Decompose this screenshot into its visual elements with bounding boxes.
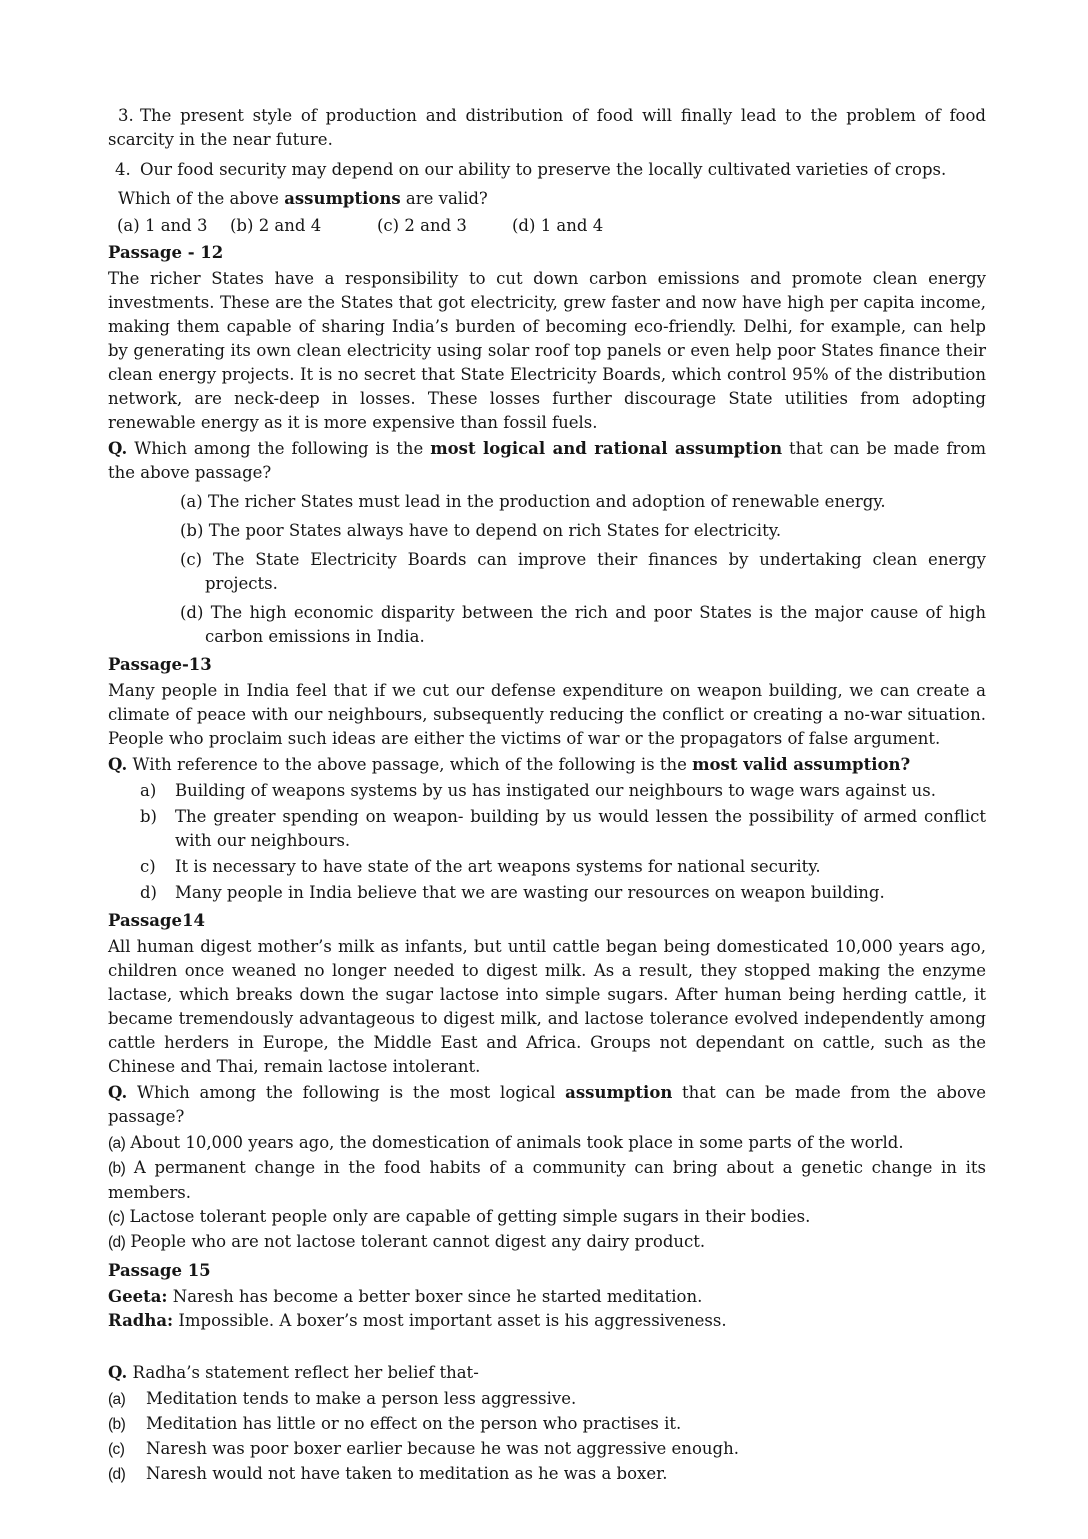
- numbered-item-3: [108, 104, 986, 152]
- question-text: Radha’s statement reflect her belief that-: [127, 1363, 479, 1382]
- option-row: [108, 1437, 986, 1462]
- option-label: (a): [108, 1135, 126, 1152]
- option-row: [108, 519, 986, 543]
- option-label: (b): [108, 1160, 126, 1177]
- dialog-text: Naresh has become a better boxer since he started meditation.: [172, 1287, 703, 1306]
- passage-14-heading: Passage14: [108, 911, 205, 930]
- question-bold-text: most logical and rational assumption: [430, 439, 783, 458]
- option-text: The richer States must lead in the production and adoption of renewable energy.: [207, 492, 886, 511]
- option-row: [108, 1156, 986, 1205]
- passage-13-heading: Passage-13: [108, 655, 212, 674]
- question-text: are valid?: [400, 189, 488, 208]
- option-row: [108, 1462, 986, 1487]
- item-number: 4.: [115, 160, 131, 179]
- choice-text: 1 and 4: [540, 216, 604, 235]
- item-text: Our food security may depend on our ability to preserve the locally cultivated varieties of crops.: [140, 160, 947, 179]
- option-row: [108, 1230, 986, 1255]
- option-row: [108, 490, 986, 514]
- question-marker: Q.: [108, 1083, 128, 1102]
- option-row: [108, 805, 986, 853]
- question-marker: Q.: [108, 439, 128, 458]
- dialog-text: Impossible. A boxer’s most important asset is his aggressiveness.: [178, 1311, 727, 1330]
- option-label: (c): [108, 1209, 125, 1226]
- passage-12-heading: Passage - 12: [108, 243, 224, 262]
- option-text: Naresh was poor boxer earlier because he was not aggressive enough.: [146, 1439, 739, 1458]
- option-label: (c): [108, 1441, 125, 1458]
- choice-text: 2 and 3: [404, 216, 467, 235]
- choice-label: (a): [117, 216, 140, 235]
- option-row: [108, 601, 986, 649]
- option-text: Meditation has little or no effect on the person who practises it.: [146, 1414, 682, 1433]
- item-number: 3.: [118, 106, 134, 125]
- option-row: [108, 881, 986, 905]
- choice-d: [512, 214, 603, 238]
- option-text: The high economic disparity between the rich and poor States is the major cause of high carbon emissions in India.: [205, 603, 986, 646]
- speaker-name: Geeta:: [108, 1287, 168, 1306]
- choice-label: (b): [230, 216, 254, 235]
- question-marker: Q.: [108, 1363, 128, 1382]
- option-label: (a): [108, 1391, 126, 1408]
- option-row: [108, 1205, 986, 1230]
- question-text: Which of the above: [118, 189, 285, 208]
- option-label: d): [140, 883, 157, 902]
- option-text: Building of weapons systems by us has instigated our neighbours to wage wars against us.: [175, 781, 936, 800]
- dialog-line-radha: [108, 1309, 986, 1333]
- question-marker: Q.: [108, 755, 128, 774]
- option-text: The State Electricity Boards can improve their finances by undertaking clean energy projects.: [205, 550, 986, 593]
- option-text: Naresh would not have taken to meditation as he was a boxer.: [146, 1464, 668, 1483]
- question-bold-text: assumption: [565, 1083, 673, 1102]
- question-text: that can be made from the above passage?: [108, 1083, 987, 1126]
- option-text: The greater spending on weapon- building by us would lessen the possibility of armed conflict with our neighbours.: [175, 807, 986, 850]
- option-text: A permanent change in the food habits of a community can bring about a genetic change in its members.: [108, 1158, 986, 1202]
- passage-14-body: All human digest mother’s milk as infants, but until cattle began being domesticated 10,000 years ago, children once weaned no longer needed to digest milk. As a result, they stopped making the enzyme lactase, which breaks down the sugar lactose into simple sugars. After human being herding cattle, it became tremendously advantageous to digest milk, and lactose tolerance evolved independently among cattle herders in Europe, the Middle East and Africa. Groups not dependant on cattle, such as the Chinese and Thai, remain lactose intolerant.: [108, 937, 986, 1076]
- passage-13-question: [108, 753, 986, 777]
- option-label: (c): [180, 550, 203, 569]
- speaker-name: Radha:: [108, 1311, 174, 1330]
- choice-b: [230, 214, 377, 238]
- passage-12-question: [108, 437, 986, 485]
- choice-a: [117, 214, 230, 238]
- option-text: People who are not lactose tolerant cannot digest any dairy product.: [130, 1232, 706, 1251]
- option-text: About 10,000 years ago, the domestication of animals took place in some parts of the world.: [130, 1133, 904, 1152]
- option-label: (d): [108, 1234, 126, 1251]
- choice-text: 1 and 3: [144, 216, 208, 235]
- item-text: The present style of production and distribution of food will finally lead to the problem of food scarcity in the near future.: [108, 106, 986, 149]
- question-bold-text: assumptions: [284, 189, 401, 208]
- intro-question: [108, 187, 986, 211]
- option-row: [108, 1412, 986, 1437]
- question-text: that can be made from the above passage?: [108, 439, 986, 482]
- passage-12-body: The richer States have a responsibility to cut down carbon emissions and promote clean energy investments. These are the States that got electricity, grew faster and now have high per capita income, making them capable of sharing India’s burden of becoming eco-friendly. Delhi, for example, can help by generating its own clean electricity using solar roof top panels or even help poor States finance their clean energy projects. It is no secret that State Electricity Boards, which control 95% of the distribution network, are neck-deep in losses. These losses further discourage State utilities from adopting renewable energy as it is more expensive than fossil fuels.: [108, 269, 986, 432]
- option-text: Lactose tolerant people only are capable of getting simple sugars in their bodies.: [129, 1207, 811, 1226]
- passage-14-question: [108, 1081, 986, 1129]
- choice-text: 2 and 4: [258, 216, 322, 235]
- passage-13-body: Many people in India feel that if we cut our defense expenditure on weapon building, we can create a climate of peace with our neighbours, subsequently reducing the conflict or creating a no-war situation. People who proclaim such ideas are either the victims of war or the propagators of false argument.: [108, 681, 986, 748]
- option-label: b): [140, 807, 157, 826]
- option-row: [108, 855, 986, 879]
- option-label: (d): [108, 1466, 126, 1483]
- choice-label: (c): [377, 216, 400, 235]
- option-label: (a): [180, 492, 203, 511]
- option-label: (b): [108, 1416, 126, 1433]
- option-text: Many people in India believe that we are wasting our resources on weapon building.: [175, 883, 885, 902]
- option-row: [108, 1387, 986, 1412]
- option-text: Meditation tends to make a person less aggressive.: [146, 1389, 577, 1408]
- option-text: The poor States always have to depend on rich States for electricity.: [208, 521, 782, 540]
- choice-label: (d): [512, 216, 536, 235]
- option-label: (d): [180, 603, 204, 622]
- question-text: With reference to the above passage, which of the following is the: [127, 755, 693, 774]
- option-label: a): [140, 781, 157, 800]
- option-text: It is necessary to have state of the art weapons systems for national security.: [175, 857, 821, 876]
- question-text: Which among the following is the most logical: [127, 1083, 566, 1102]
- choice-c: [377, 214, 512, 238]
- option-label: c): [140, 857, 156, 876]
- question-text: Which among the following is the: [127, 439, 431, 458]
- passage-15-heading: Passage 15: [108, 1261, 211, 1280]
- question-bold-text: most valid assumption?: [692, 755, 911, 774]
- dialog-line-geeta: [108, 1285, 986, 1309]
- answer-choices-row: [108, 214, 986, 238]
- option-row: [108, 548, 986, 596]
- option-label: (b): [180, 521, 204, 540]
- numbered-item-4: [108, 158, 986, 182]
- option-row: [108, 1131, 986, 1156]
- passage-15-question: [108, 1361, 986, 1385]
- option-row: [108, 779, 986, 803]
